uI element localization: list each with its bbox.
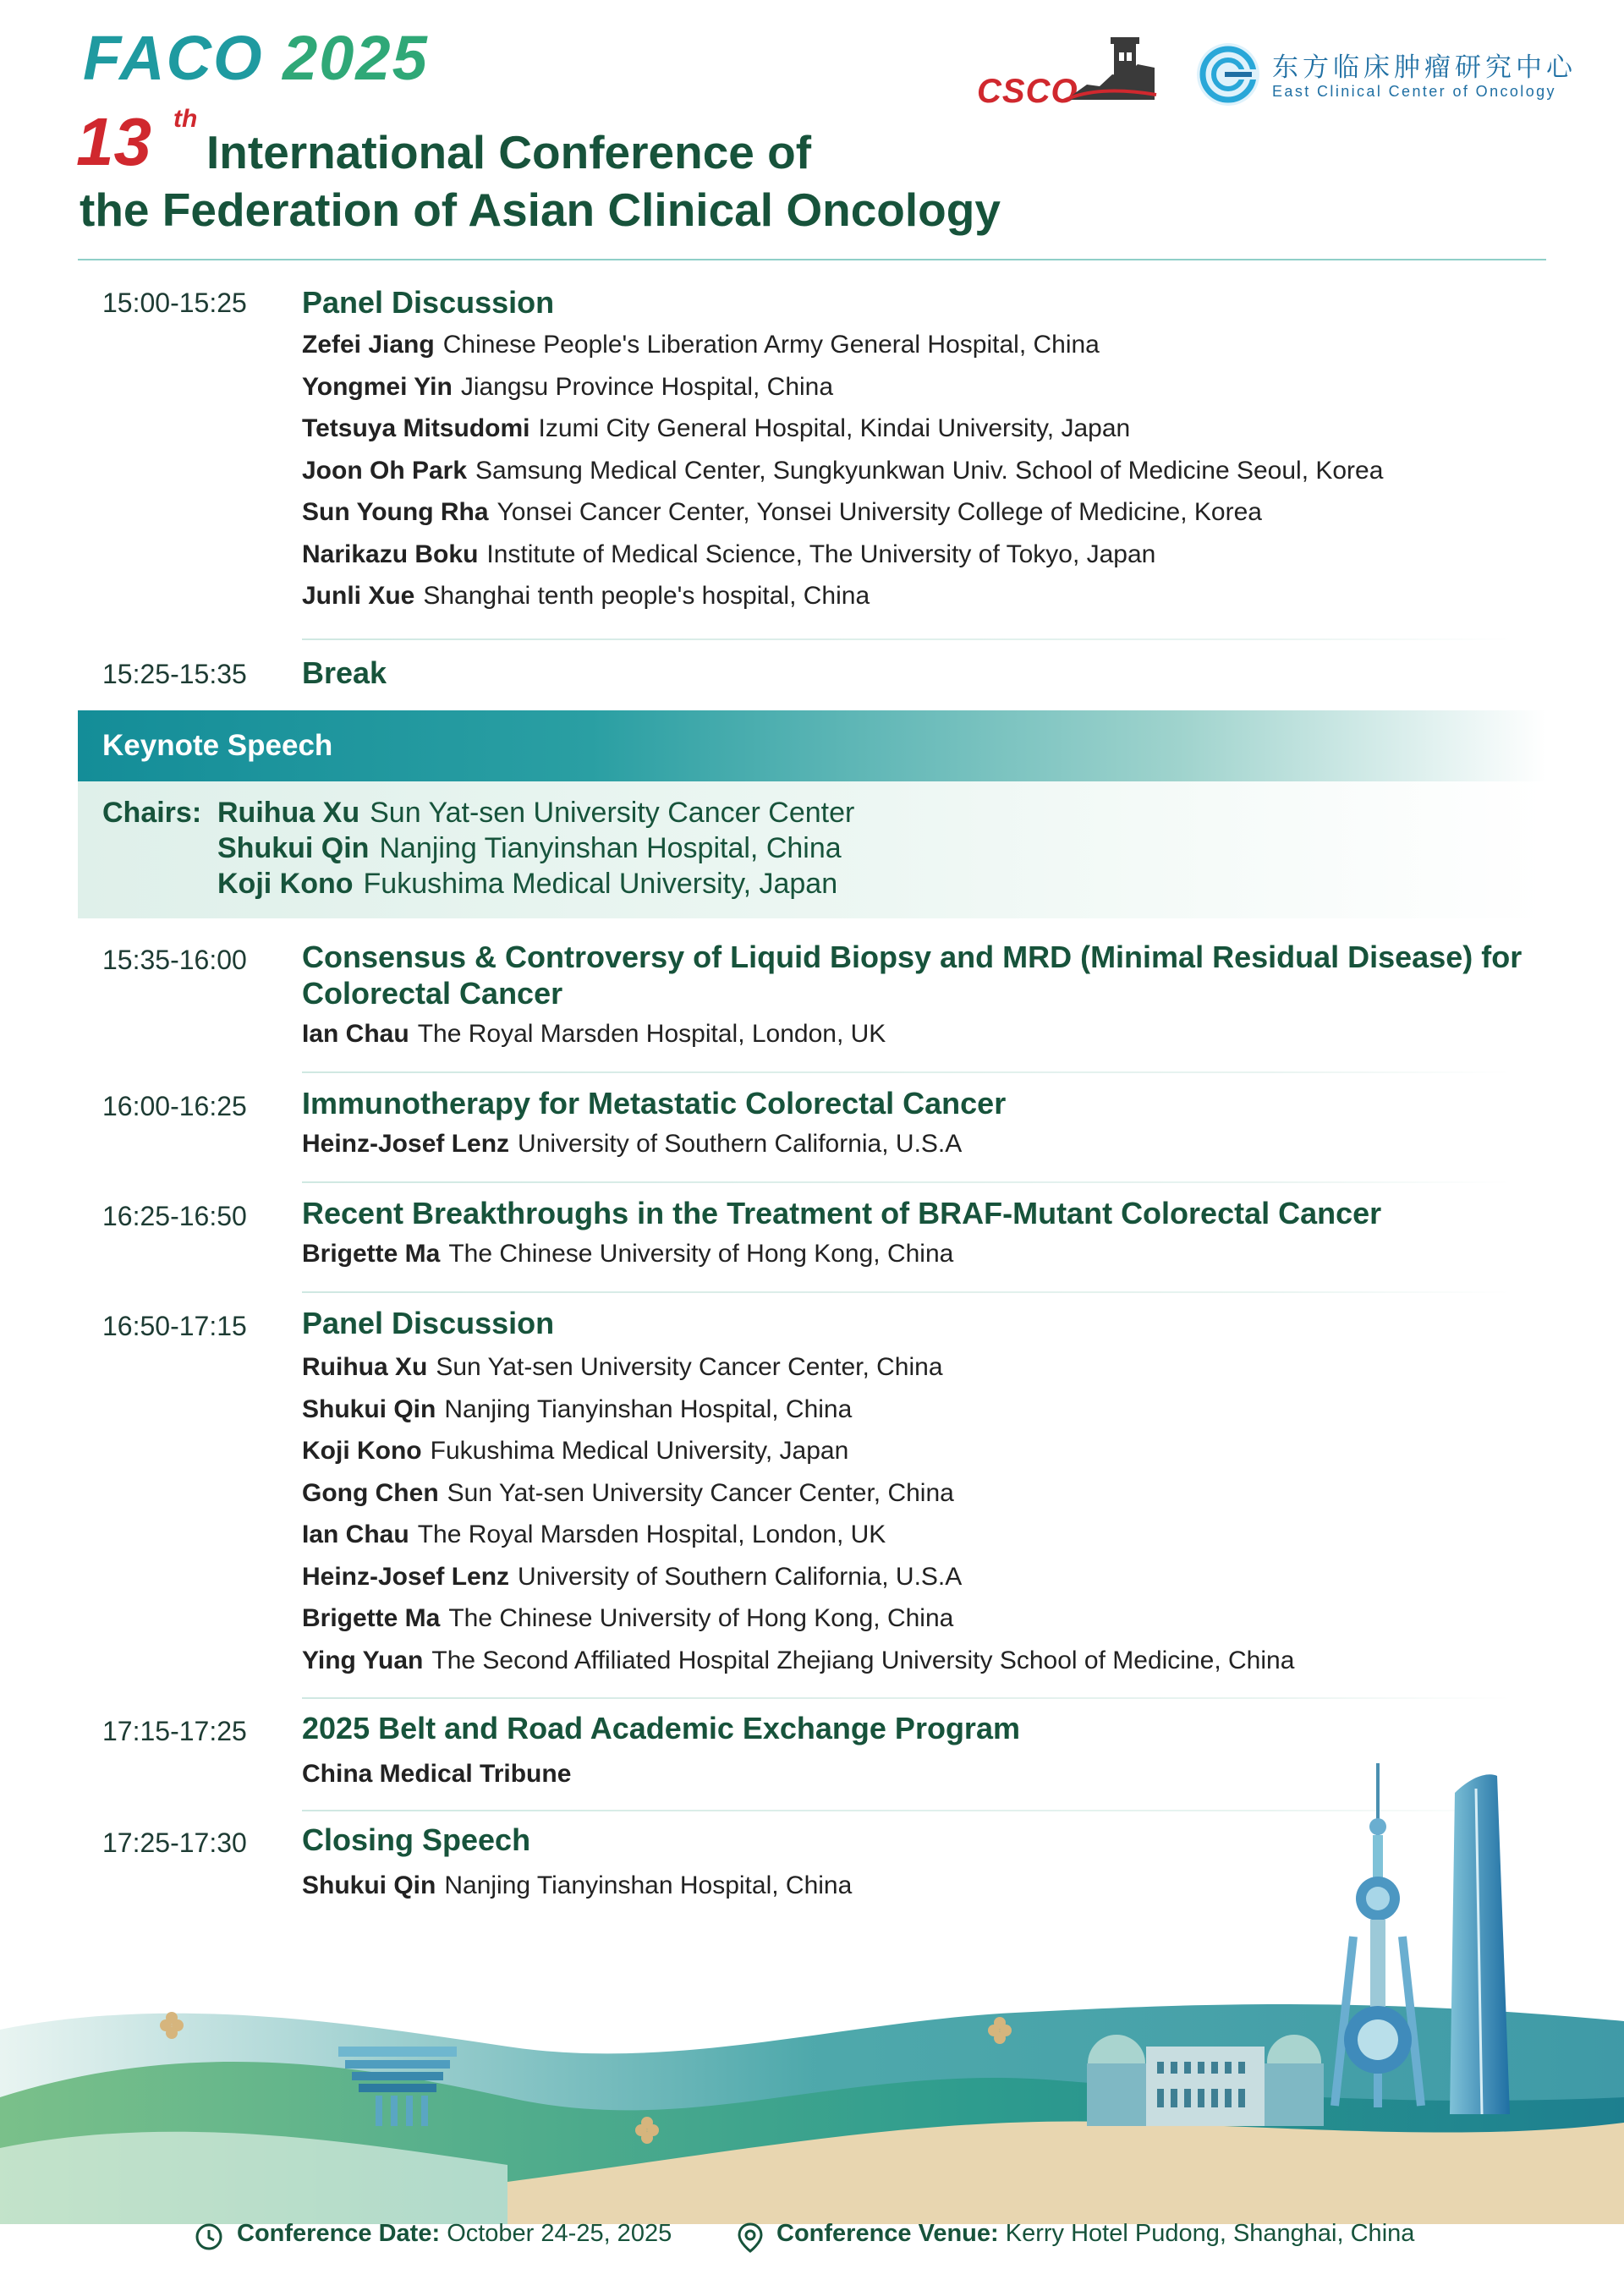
speaker-affiliation: The Chinese University of Hong Kong, China [448,1604,954,1632]
csco-logo [977,34,1159,110]
speaker-affiliation: Fukushima Medical University, Japan [430,1437,849,1465]
chair-affiliation: Nanjing Tianyinshan Hospital, China [379,832,842,864]
speaker-name: Koji Kono [302,1437,422,1465]
chair [217,797,854,830]
speaker [302,540,1155,569]
speaker-name: Tetsuya Mitsudomi [302,414,530,442]
speaker [302,1130,962,1159]
session-time: 16:00-16:25 [102,1091,247,1121]
speaker-name: Joon Oh Park [302,457,468,485]
speaker-affiliation: Chinese People's Liberation Army General Hospital, China [442,331,1100,359]
speaker-name: Zefei Jiang [302,331,435,359]
speaker [302,457,1383,485]
speaker-name: Sun Young Rha [302,498,489,526]
shanghai-tower-illustration [1450,1774,1510,2114]
speaker-name: Junli Xue [302,582,415,610]
eccc-logo [1194,41,1583,117]
session-title: 2025 Belt and Road Academic Exchange Program [302,1711,1020,1745]
venue-value: Kerry Hotel Pudong, Shanghai, China [1005,2220,1415,2247]
speaker-name: Heinz-Josef Lenz [302,1563,510,1591]
faco-logo [83,23,429,93]
speaker [302,414,1130,443]
session-title: Immunotherapy for Metastatic Colorectal Cancer [302,1086,1007,1121]
chair-name: Shukui Qin [217,832,370,864]
session-title: Recent Breakthroughs in the Treatment of BRAF-Mutant Colorectal Cancer [302,1196,1382,1230]
speaker [302,373,833,402]
speaker-name: Shukui Qin [302,1395,436,1423]
speaker-name: Heinz-Josef Lenz [302,1130,510,1158]
session-time: 17:15-17:25 [102,1716,247,1746]
great-wall-icon [1062,34,1159,103]
session-time: 15:25-15:35 [102,659,247,689]
speaker-affiliation: Sun Yat-sen University Cancer Center, China [436,1353,943,1381]
clock-icon [195,2222,223,2251]
speaker-affiliation: Sun Yat-sen University Cancer Center, China [447,1479,954,1507]
speaker-name: Narikazu Boku [302,540,479,568]
session-time: 16:50-17:15 [102,1311,247,1341]
speaker-affiliation: Izumi City General Hospital, Kindai University, Japan [538,414,1131,442]
speaker-affiliation: Jiangsu Province Hospital, China [460,373,834,401]
speaker-affiliation: Nanjing Tianyinshan Hospital, China [444,1871,853,1899]
conference-date [237,2220,672,2248]
speaker-name: Yongmei Yin [302,373,453,401]
speaker-affiliation: Nanjing Tianyinshan Hospital, China [444,1395,853,1423]
header-divider [78,259,1546,260]
venue-label: Conference Venue: [776,2220,999,2247]
speaker-name: Ying Yuan [302,1647,424,1674]
speaker-affiliation: Institute of Medical Science, The University of Tokyo, Japan [486,540,1156,568]
speaker-affiliation: University of Southern California, U.S.A [518,1130,963,1158]
session-title: Panel Discussion [302,285,555,320]
session-title: Panel Discussion [302,1306,555,1340]
speaker [302,582,870,611]
speaker-name: China Medical Tribune [302,1760,572,1788]
speaker-affiliation: The Royal Marsden Hospital, London, UK [417,1020,886,1048]
speaker [302,498,1262,527]
speaker-affiliation: Shanghai tenth people's hospital, China [423,582,870,610]
session-title-cont: Colorectal Cancer [302,976,563,1011]
chairs-label: Chairs: [102,797,202,829]
csco-logo-text: CSCO [977,73,1078,110]
speaker-name: Ruihua Xu [302,1353,428,1381]
speaker [302,1521,886,1549]
faco-year: 2025 [283,23,429,93]
speaker-name: Brigette Ma [302,1604,441,1632]
chair [217,832,842,865]
conference-title-line1: International Conference of [206,126,812,178]
speaker-affiliation: Samsung Medical Center, Sungkyunkwan Univ. School of Medicine Seoul, Korea [475,457,1384,485]
conference-title-line2: the Federation of Asian Clinical Oncology [80,184,1001,236]
session-time: 16:25-16:50 [102,1201,247,1231]
keynote-section-header [78,710,1546,781]
speaker-affiliation: Yonsei Cancer Center, Yonsei University College of Medicine, Korea [497,498,1262,526]
session-divider [302,1697,1512,1699]
speaker-name: Brigette Ma [302,1240,441,1268]
date-value: October 24-25, 2025 [447,2220,672,2247]
date-label: Conference Date: [237,2220,441,2247]
speaker-affiliation: The Royal Marsden Hospital, London, UK [417,1521,886,1548]
session-title: Break [302,655,387,690]
edition-suffix: th [173,105,198,133]
speaker [302,1647,1294,1675]
speaker [302,1563,962,1592]
speaker-affiliation: University of Southern California, U.S.A [518,1563,963,1591]
speaker-name: Shukui Qin [302,1871,436,1899]
chair-name: Ruihua Xu [217,797,360,829]
session-divider [302,1291,1512,1293]
eccc-name-cn: 东方临床肿瘤研究中心 [1272,52,1577,83]
chair-name: Koji Kono [217,868,354,900]
session-time: 15:00-15:25 [102,288,247,318]
speaker-name: Gong Chen [302,1479,439,1507]
shanghai-skyline-illustration [0,1742,1624,2224]
speaker [302,1353,943,1382]
session-divider [302,1181,1512,1183]
domed-hall-illustration [1087,2035,1324,2126]
session-title: Closing Speech [302,1822,531,1857]
session-time: 17:25-17:30 [102,1827,247,1858]
eccc-logo-icon [1194,41,1262,108]
speaker [302,1479,954,1508]
speaker-affiliation: The Chinese University of Hong Kong, China [448,1240,954,1268]
chair-affiliation: Sun Yat-sen University Cancer Center [370,797,855,829]
speaker [302,1395,852,1424]
conference-venue [776,2220,1414,2248]
speaker-affiliation: The Second Affiliated Hospital Zhejiang University School of Medicine, China [431,1647,1295,1674]
session-divider [302,638,1512,640]
session-time: 15:35-16:00 [102,945,247,975]
session-title: Consensus & Controversy of Liquid Biopsy and MRD (Minimal Residual Disease) for [302,940,1522,974]
speaker-name: Ian Chau [302,1020,409,1048]
speaker [302,1020,886,1049]
keynote-heading: Keynote Speech [102,729,333,762]
speaker [302,1240,953,1269]
location-pin-icon [738,2222,763,2253]
faco-word: FACO [83,23,264,93]
speaker-name: Ian Chau [302,1521,409,1548]
speaker [302,1437,848,1466]
speaker [302,331,1100,359]
edition-number: 13 [76,104,151,179]
chair [217,868,837,901]
eccc-name-en: East Clinical Center of Oncology [1272,83,1556,100]
speaker [302,1604,953,1633]
chair-affiliation: Fukushima Medical University, Japan [363,868,838,900]
session-divider [302,1071,1512,1073]
